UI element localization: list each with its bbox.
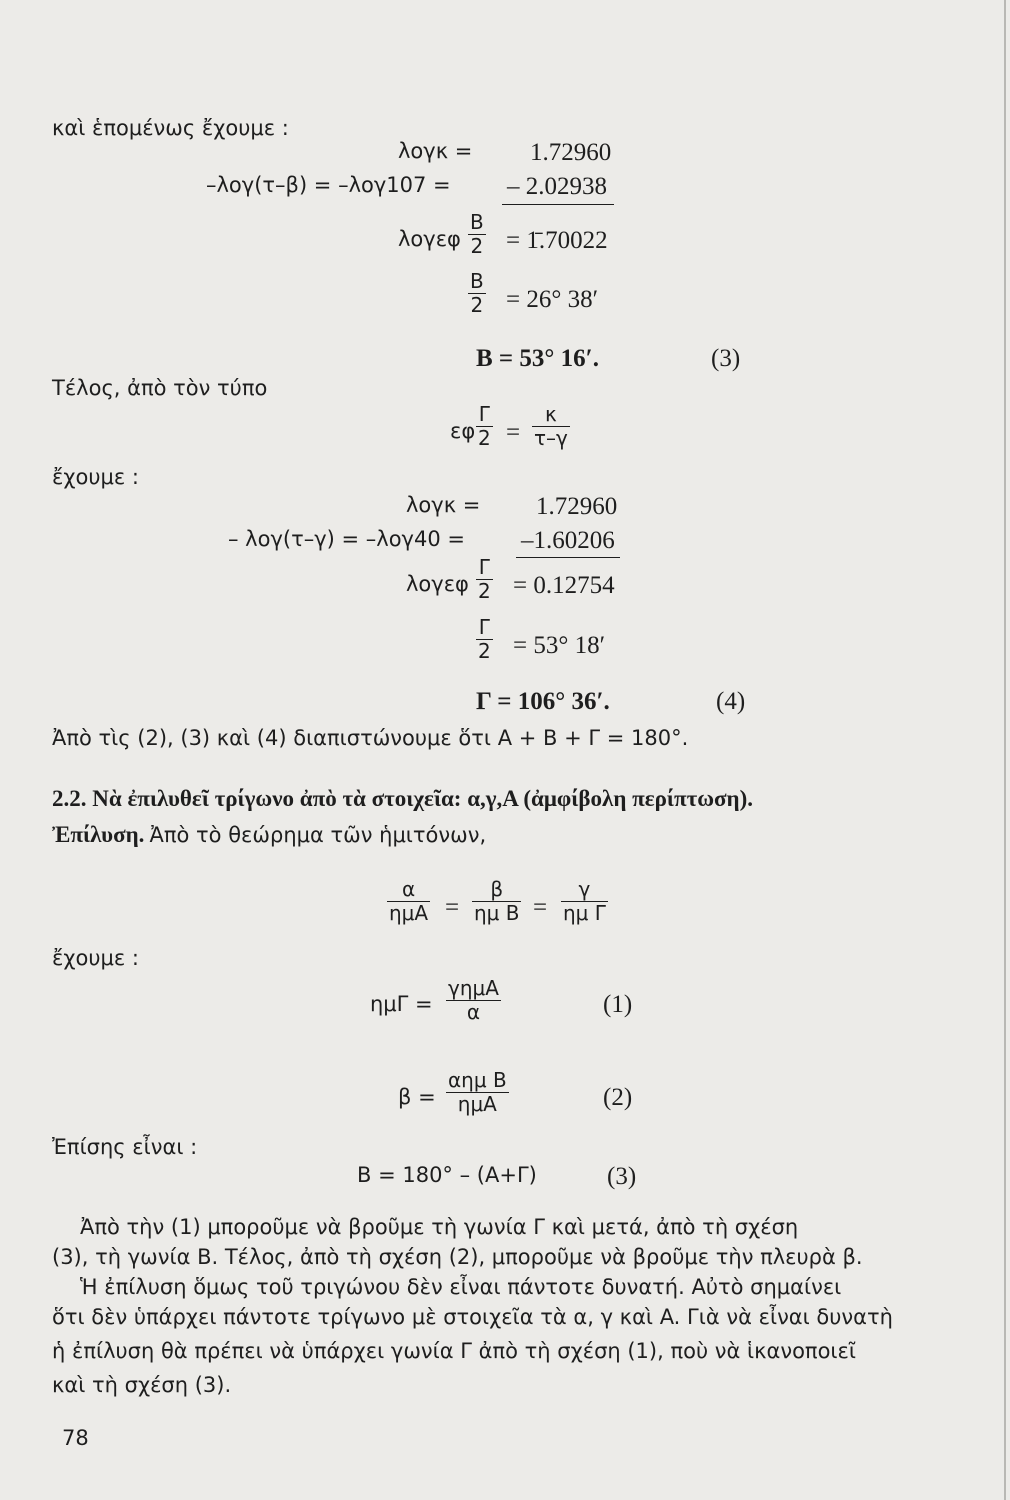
fraction-numerator: Γ [478, 555, 490, 579]
verify-text: Ἀπὸ τὶς (2), (3) καὶ (4) διαπιστώνουμε ὅτι A + B + Γ = 180°. [52, 726, 689, 750]
fraction-numerator: β [490, 877, 504, 901]
finally-text: Τέλος, ἀπὸ τὸν τύπο [52, 376, 268, 400]
fraction-numerator: B [470, 210, 484, 234]
eq2-lhs: β = [398, 1085, 436, 1109]
sine-law-eq-1: = [445, 894, 460, 921]
result-b: B = 53° 16′. [476, 345, 599, 372]
paragraph-1-line-1: Ἀπὸ τὴν (1) μποροῦμε νὰ βροῦμε τὴ γωνία Γ καὶ μετά, ἀπὸ τὴ σχέση [80, 1215, 799, 1239]
eq2-ref: (2) [603, 1084, 633, 1111]
calc-g-line2-value: –1.60206 [521, 527, 615, 554]
solution-text: Ἀπὸ τὸ θεώρημα τῶν ἡμιτόνων, [149, 823, 487, 847]
calc-b-line4-value: = 26° 38′ [506, 286, 599, 313]
solution-label: Ἐπίλυση. [52, 822, 145, 847]
fraction-numerator: αημ B [448, 1068, 507, 1092]
calc-g-line1-value: 1.72960 [536, 493, 618, 520]
fraction-denominator: 2 [478, 426, 491, 450]
fraction-numerator: B [470, 269, 484, 293]
fraction-gamma-half-2 [476, 557, 493, 602]
calc-b-line1-lhs: λογκ = [398, 139, 473, 163]
result-gamma-ref: (4) [716, 688, 746, 715]
fraction-gamma-half-3 [476, 617, 493, 662]
also-text: Ἐπίσης εἶναι : [52, 1135, 198, 1159]
eq1-ref: (1) [603, 991, 633, 1018]
calc-g-line3-prefix: λογεφ [406, 572, 469, 596]
sine-law-eq-2: = [533, 894, 548, 921]
paragraph-2-line-2: ὅτι δὲν ὑπάρχει πάντοτε τρίγωνο μὲ στοιχεῖα τὰ α, γ καὶ A. Γιὰ νὰ εἶναι δυνατὴ [52, 1305, 893, 1329]
paragraph-2-line-1: Ἡ ἐπίλυση ὅμως τοῦ τριγώνου δὲν εἶναι πάντοτε δυνατή. Αὐτὸ σημαίνει [80, 1275, 842, 1299]
fraction-numerator: Γ [478, 402, 490, 426]
fraction-kappa [532, 404, 570, 449]
fraction-denominator: ημA [389, 901, 429, 925]
section-heading: 2.2. Νὰ ἐπιλυθεῖ τρίγωνο ἀπὸ τὰ στοιχεῖα: α,γ,Α (ἀμφίβολη περίπτωση). [52, 786, 754, 811]
calc-b-sum-rule [502, 204, 614, 205]
fraction-gamma-half [476, 404, 493, 449]
fraction-denominator: ημ Γ [563, 901, 606, 925]
paragraph-1-line-2: (3), τὴ γωνία B. Τέλος, ἀπὸ τὴ σχέση (2), μποροῦμε νὰ βροῦμε τὴν πλευρὰ β. [52, 1245, 863, 1269]
page-edge-shadow [1004, 0, 1006, 1500]
sine-law-fraction-b [472, 879, 521, 924]
eq1-lhs: ημΓ = [370, 992, 433, 1016]
fraction-numerator: γημA [448, 976, 499, 1000]
page-number: 78 [62, 1426, 89, 1450]
eq3-text: B = 180° – (A+Γ) [357, 1163, 537, 1187]
calc-b-line3-value: = 1̄.70022 [506, 227, 608, 254]
fraction-numerator: κ [545, 402, 557, 426]
intro-text: καὶ ἑπομένως ἔχουμε : [52, 116, 289, 140]
paragraph-2-line-3: ἡ ἐπίλυση θὰ πρέπει νὰ ὑπάρχει γωνία Γ ἀπὸ τὴ σχέση (1), ποὺ νὰ ἱκανοποιεῖ [52, 1339, 856, 1363]
calc-g-line1-lhs: λογκ = [406, 493, 481, 517]
fraction-numerator: α [401, 877, 416, 901]
calc-b-line2-value: – 2.02938 [507, 173, 607, 200]
calc-g-line3-value: = 0.12754 [513, 572, 615, 599]
tan-prefix: εφ [450, 419, 476, 443]
fraction-b-half-2 [468, 271, 486, 316]
fraction-denominator: τ–γ [534, 426, 568, 450]
fraction-numerator: γ [578, 877, 591, 901]
calc-b-line3-prefix: λογεφ [398, 227, 461, 251]
calc-b-line2-lhs: –λογ(τ–β) = –λογ107 = [206, 173, 451, 197]
fraction-b-half [468, 212, 486, 257]
result-b-ref: (3) [711, 345, 741, 372]
sine-law-fraction-a [387, 879, 430, 924]
fraction-numerator: Γ [478, 615, 490, 639]
fraction-denominator: 2 [470, 234, 484, 258]
fraction-denominator: 2 [470, 293, 484, 317]
calc-g-line4-value: = 53° 18′ [513, 632, 606, 659]
fraction-denominator: 2 [478, 639, 491, 663]
eq3-ref: (3) [607, 1163, 637, 1190]
calc-g-line2-lhs: – λογ(τ–γ) = –λογ40 = [228, 527, 465, 551]
sine-law-fraction-g [561, 879, 608, 924]
eq1-fraction [446, 978, 501, 1023]
calc-g-sum-rule [516, 557, 620, 558]
fraction-denominator: α [466, 1000, 481, 1024]
fraction-denominator: 2 [478, 579, 491, 603]
fraction-denominator: ημ B [474, 901, 520, 925]
paragraph-2-line-4: καὶ τὴ σχέση (3). [52, 1373, 232, 1397]
tan-equals: = [506, 419, 521, 446]
result-gamma: Γ = 106° 36′. [476, 688, 610, 715]
fraction-denominator: ημA [457, 1092, 497, 1116]
solution-line [52, 823, 486, 846]
we-have-text-1: ἔχουμε : [52, 465, 139, 489]
eq2-fraction [446, 1070, 509, 1115]
we-have-text-2: ἔχουμε : [52, 946, 139, 970]
calc-b-line1-value: 1.72960 [530, 139, 612, 166]
